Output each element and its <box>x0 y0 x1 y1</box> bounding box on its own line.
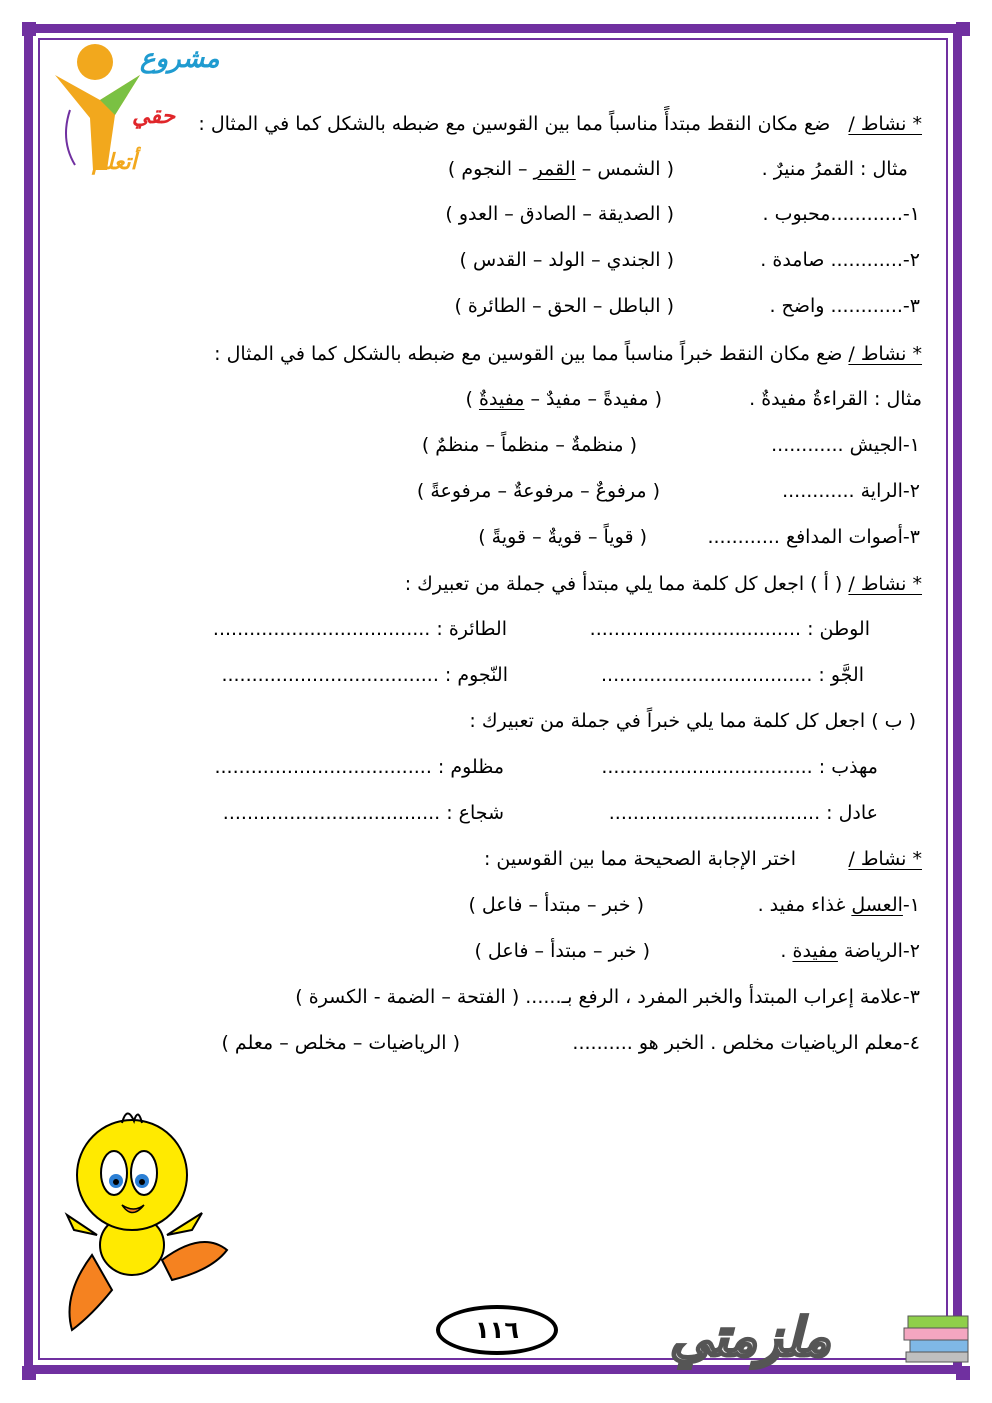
section4-item4-sentence: ٤-معلم الرياضيات مخلص . الخبر هو .......... <box>572 1032 920 1054</box>
section3-header <box>405 572 922 596</box>
section3-part-a: ( أ ) اجعل كل كلمة مما يلي مبتدأ في جملة من تعبيرك : <box>404 573 843 595</box>
activity-label: * نشاط / <box>848 113 922 135</box>
section3-b-field[interactable]: مهذب : ................................... <box>601 756 878 778</box>
section2-item-options: ( قوياً – قويةٌ – قويةً ) <box>478 526 647 548</box>
section4-instruction: اختر الإجابة الصحيحة مما بين القوسين : <box>483 848 796 870</box>
section2-item-sentence: ١-الجيش ............ <box>771 434 920 456</box>
section2-header <box>214 342 922 366</box>
logo-ataallam: أتعلم <box>92 150 137 175</box>
underlined-word: مفيدة <box>792 940 838 962</box>
corner-ornament <box>956 22 970 36</box>
underlined-word: العسل <box>851 894 903 916</box>
logo-mashroo: مشروع <box>140 44 220 74</box>
section4-item2-sentence: ٢-الرياضة مفيدة . <box>780 940 920 962</box>
section2-instruction: ضع مكان النقط خبراً مناسباً مما بين القوسين مع ضبطه بالشكل كما في المثال : <box>214 343 843 365</box>
section4-item1-options: ( خبر – مبتدأ – فاعل ) <box>468 894 644 916</box>
section3-b-field[interactable]: مظلوم : .................................... <box>214 756 504 778</box>
section1-instruction: ضع مكان النقط مبتدأً مناسباً مما بين القوسين مع ضبطه بالشكل كما في المثال : <box>198 113 831 135</box>
section4-item4-options: ( الرياضيات – مخلص – معلم ) <box>221 1032 460 1054</box>
section2-example-sentence: مثال : القراءةُ مفيدةٌ . <box>749 388 922 410</box>
section1-example-options: ( الشمس – القمر – النجوم ) <box>447 158 674 180</box>
section1-example-sentence: مثال : القمرُ منيرٌ . <box>761 158 908 180</box>
section3-b-field[interactable]: شجاع : .................................... <box>222 802 504 824</box>
corner-ornament <box>22 1366 36 1380</box>
corner-ornament <box>956 1366 970 1380</box>
section1-item-sentence: ١-............محبوب . <box>762 203 920 225</box>
activity-label: * نشاط / <box>848 343 922 365</box>
underlined-answer: مفيدةٌ <box>478 388 525 410</box>
section3-a-field[interactable]: الطائرة : .................................... <box>212 618 507 640</box>
books-icon <box>900 1306 978 1366</box>
activity-label: * نشاط / <box>848 573 922 595</box>
section3-a-field[interactable]: النّجوم : .................................... <box>221 664 508 686</box>
section1-item-options: ( الصديقة – الصادق – العدو ) <box>445 203 674 225</box>
page-number: ١١٦ <box>436 1305 558 1355</box>
bird-illustration <box>52 1095 242 1335</box>
section2-item-options: ( مرفوعٌ – مرفوعةٌ – مرفوعةً ) <box>416 480 660 502</box>
section3-b-field[interactable]: عادل : ................................... <box>608 802 878 824</box>
corner-ornament <box>22 22 36 36</box>
section3-a-field[interactable]: الجَّو : ................................... <box>600 664 864 686</box>
section3-part-b: ( ب ) اجعل كل كلمة مما يلي خبراً في جملة من تعبيرك : <box>469 710 916 732</box>
section1-item-sentence: ٣-............ واضح . <box>769 295 920 317</box>
logo-haqqi: حقي <box>132 104 176 129</box>
section1-item-options: ( الجندي – الولد – القدس ) <box>459 249 674 271</box>
section3-a-field[interactable]: الوطن : ................................... <box>589 618 870 640</box>
section4-item3: ٣-علامة إعراب المبتدأ والخبر المفرد ، الرفع بـ...... ( الفتحة – الضمة - الكسرة ) <box>295 986 920 1008</box>
section2-item-sentence: ٣-أصوات المدافع ............ <box>707 526 920 548</box>
section4-item2-options: ( خبر – مبتدأ – فاعل ) <box>474 940 650 962</box>
section1-header <box>198 112 922 136</box>
section4-header-label: * نشاط / <box>848 848 922 870</box>
brand-watermark: ملزمتي <box>670 1308 831 1368</box>
section4-item1-sentence: ١-العسل غذاء مفيد . <box>757 894 920 916</box>
section2-item-sentence: ٢-الراية ............ <box>782 480 920 502</box>
underlined-answer: القمر <box>533 158 576 180</box>
section2-item-options: ( منظمةٌ – منظماً – منظمٌ ) <box>421 434 637 456</box>
section2-example-options: ( مفيدةً – مفيدٌ – مفيدةٌ ) <box>465 388 662 410</box>
section1-item-sentence: ٢-............ صامدة . <box>760 249 920 271</box>
section1-item-options: ( الباطل – الحق – الطائرة ) <box>454 295 674 317</box>
